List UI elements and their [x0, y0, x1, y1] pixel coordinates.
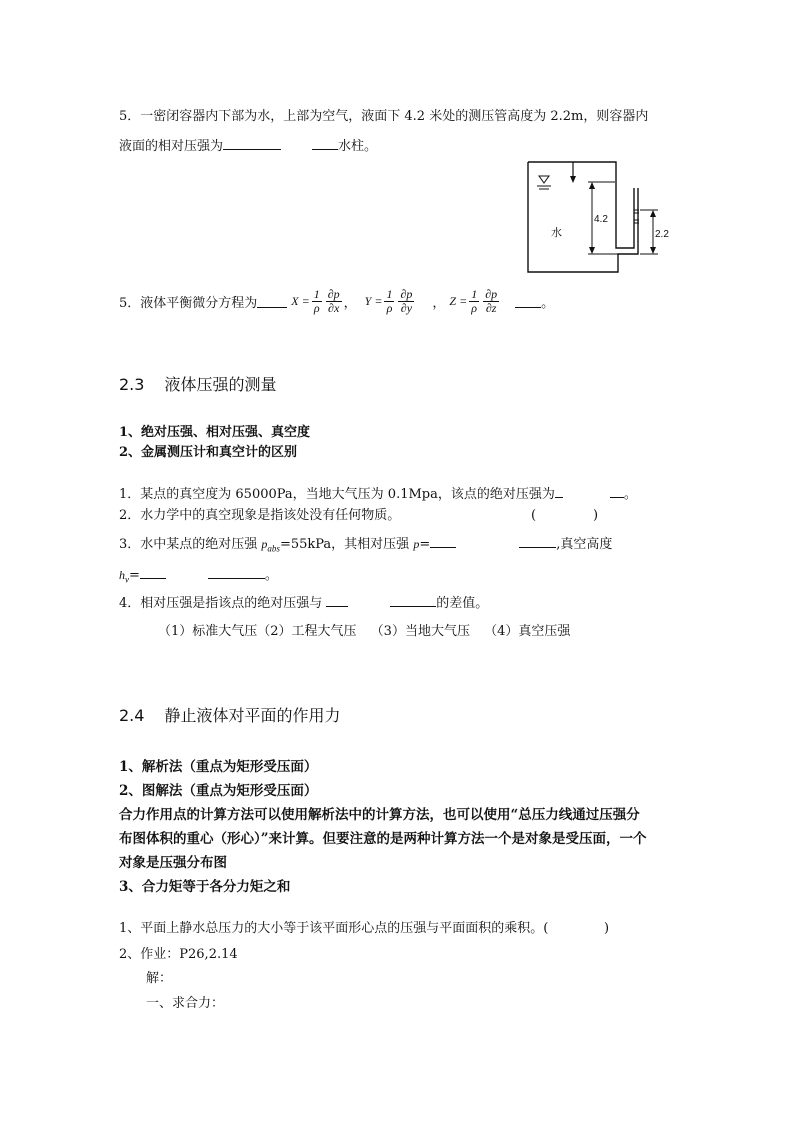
question-text: 1．某点的真空度为 65000Pa，当地大气压为 0.1Mpa，该点的绝对压强为 [119, 487, 555, 502]
symbol-equals: = [419, 537, 431, 552]
answer-blank [430, 535, 456, 548]
question-end: 。 [264, 568, 278, 583]
question-3 [119, 535, 612, 558]
answer-blank [326, 594, 348, 607]
question-text: 的差值。 [436, 596, 489, 611]
sec24-question-1: 1、平面上静水总压力的大小等于该平面形心点的压强与平面面积的乘积。( [119, 921, 549, 936]
answer-blank [208, 566, 265, 579]
eq-fraction-one-rho: $\frac{1}{\rho}$ [471, 286, 478, 315]
key-point: 3、合力矩等于各分力矩之和 [119, 879, 291, 895]
eq-x-lhs: X = [291, 293, 310, 308]
eq-fraction-dp-dz: $\frac{\partial p}{\partial z}$ [485, 286, 498, 315]
question-text: =55kPa，其相对压强 [279, 537, 410, 552]
question-text: 4．相对压强是指该点的绝对压强与 [119, 596, 323, 611]
answer-blank [257, 295, 287, 308]
diagram-depth-label: 4.2 [594, 214, 608, 225]
eq-fraction-dp-dy: $\frac{\partial p}{\partial y}$ [400, 286, 413, 315]
section-number: 2.3 [119, 375, 145, 394]
question-5a-line1: 5．一密闭容器内下部为水，上部为空气，液面下 4.2 米处的测压管高度为 2.2m，则容器内 [119, 109, 649, 124]
section-2-3-heading [119, 372, 276, 395]
question-4 [119, 594, 488, 613]
key-point: 2、金属测压计和真空计的区别 [119, 445, 298, 460]
answer-paren-open: ( [531, 508, 537, 523]
question-1 [119, 485, 637, 504]
section-title: 静止液体对平面的作用力 [164, 706, 341, 725]
solution-label: 解： [146, 971, 173, 986]
eq-fraction-one-rho: $\frac{1}{\rho}$ [313, 286, 320, 315]
arrow-down-icon [570, 176, 576, 183]
eq-y-lhs: Y = [364, 293, 383, 308]
container-outline-inner [528, 162, 634, 248]
eq-fraction-one-rho: $\frac{1}{\rho}$ [386, 286, 393, 315]
symbol-subscript: abs [267, 543, 280, 554]
answer-blank [140, 566, 166, 579]
question-3-line2 [119, 566, 278, 589]
answer-blank [223, 137, 281, 150]
section-number: 2.4 [119, 706, 145, 725]
answer-paren-close: ) [604, 921, 610, 936]
symbol-p: p [261, 537, 268, 551]
eq-separator: ， [343, 295, 357, 311]
question-5a-line2 [119, 137, 377, 156]
key-point: 1、绝对压强、相对压强、真空度 [119, 425, 311, 440]
free-surface-icon [539, 176, 549, 183]
question-5b [119, 284, 554, 318]
answer-blank [312, 137, 338, 150]
question-text: ,真空高度 [556, 537, 613, 552]
key-point: 1、解析法（重点为矩形受压面） [119, 759, 318, 775]
section-title: 液体压强的测量 [164, 375, 277, 394]
section-2-4-points [119, 755, 647, 899]
solution-step-1: 一、求合力： [146, 996, 225, 1011]
sec24-question-2: 2、作业：P26,2.14 [119, 947, 238, 962]
eq-fraction-dp-dx: $\frac{\partial p}{\partial x}$ [327, 286, 340, 315]
answer-blank [555, 485, 563, 498]
answer-blank [515, 295, 541, 308]
question-5a-prefix: 液面的相对压强为 [119, 139, 224, 154]
answer-blank [519, 535, 556, 548]
question-2: 2．水力学中的真空现象是指该处没有任何物质。 [119, 508, 401, 523]
key-point: 对象是压强分布图 [119, 855, 227, 871]
question-end: 。 [623, 487, 637, 502]
symbol-p: p [413, 537, 420, 551]
container-outline [528, 162, 638, 272]
question-5b-prefix: 5．液体平衡微分方程为 [119, 295, 258, 311]
key-point: 合力作用点的计算方法可以使用解析法中的计算方法，也可以使用“总压力线通过压强分 [119, 807, 640, 823]
diagram-height-label: 2.2 [655, 229, 669, 240]
key-point: 布图体积的重心（形心）”来计算。但要注意的是两种计算方法一个是对象是受压面，一个 [119, 831, 647, 847]
diagram-water-label: 水 [551, 226, 562, 239]
question-5a-suffix: 水柱。 [338, 139, 378, 154]
question-text: 3．水中某点的绝对压强 [119, 537, 258, 552]
eq-z-lhs: Z = [449, 293, 468, 308]
eq-end: 。 [541, 295, 555, 311]
eq-separator: ， [432, 295, 446, 311]
symbol-h: h [119, 568, 125, 582]
answer-blank [390, 594, 436, 607]
answer-paren-close: ) [593, 508, 599, 523]
key-point: 2、图解法（重点为矩形受压面） [119, 783, 318, 799]
question-4-options: （1）标准大气压（2）工程大气压 （3）当地大气压 （4）真空压强 [158, 624, 571, 639]
answer-blank [610, 485, 624, 498]
symbol-subscript: v [125, 574, 129, 585]
symbol-equals: = [129, 568, 140, 583]
section-2-4-heading [119, 703, 340, 726]
